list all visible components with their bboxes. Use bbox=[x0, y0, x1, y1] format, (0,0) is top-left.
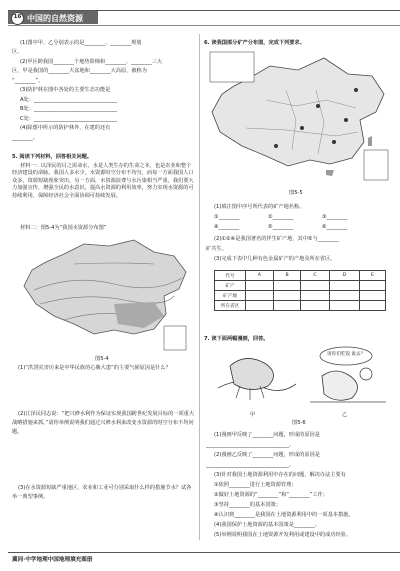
south-sea-inset bbox=[164, 326, 186, 350]
q6-item: ②________ bbox=[268, 214, 294, 220]
mine-point bbox=[300, 126, 304, 130]
q4-line: A处：________________________________ bbox=[20, 97, 117, 103]
table-row-label: 所在省区 bbox=[215, 301, 246, 311]
footer-text: 冀同·中学地理中国地理填充图册 bbox=[12, 557, 93, 563]
q6-item: ⑤________ bbox=[268, 224, 294, 230]
material-2: 材料二：图5-4为“我国水资源分布图” bbox=[20, 225, 107, 231]
cartoon-b-figure bbox=[322, 371, 358, 400]
q7-title: 7. 读下面两幅漫画，回答。 bbox=[204, 336, 269, 342]
cartoon-label-a: 甲 bbox=[250, 412, 256, 418]
q6-sub-2-cont: 矿共生。 bbox=[206, 246, 227, 252]
legend-box bbox=[210, 52, 254, 82]
table-cell[interactable] bbox=[301, 281, 329, 291]
column-divider bbox=[199, 34, 200, 540]
table-cell[interactable] bbox=[246, 301, 274, 311]
page-title: 中国的自然资源 bbox=[27, 14, 83, 23]
table-row bbox=[215, 291, 386, 301]
footer-line bbox=[8, 552, 400, 553]
q7-line: ④认识到________是我国在土地资源利用中的一项基本措施。 bbox=[214, 512, 354, 518]
hainan bbox=[326, 170, 334, 176]
table-row bbox=[215, 301, 386, 311]
table-cell[interactable] bbox=[359, 291, 385, 301]
q6-title: 6. 读我国部分矿产分布图，完成下列要求。 bbox=[204, 40, 305, 46]
table-header-cell: A bbox=[246, 271, 274, 281]
q7-line: ________________________________。 bbox=[206, 462, 295, 468]
mine-point bbox=[354, 88, 358, 92]
table-cell[interactable] bbox=[359, 281, 385, 291]
q6-item: ④________ bbox=[214, 224, 240, 230]
q7-line: ②做好土地资源的“________”和“________”工作； bbox=[214, 492, 328, 498]
q4-line: 区。 bbox=[12, 49, 23, 55]
table-header-cell: B bbox=[273, 271, 301, 281]
q4-line: C处：________________________________ bbox=[20, 116, 117, 122]
q7-line: (4)我国保护土地资源的基本国策是________。 bbox=[214, 522, 320, 528]
south-sea-inset bbox=[364, 150, 388, 180]
q7-line: (5)举例说明我国在土地资源开发利用或建设中的成功经验。 bbox=[214, 532, 352, 538]
q6-sub-1: (1)填注图中序号所代表的矿产地名称。 bbox=[214, 204, 305, 210]
mine-point bbox=[332, 140, 336, 144]
q6-item: ③________ bbox=[322, 214, 348, 220]
mine-point bbox=[274, 144, 278, 148]
q4-line: (2)甲区跨我国________个地势阶梯和________、________三大 bbox=[20, 59, 163, 65]
sub-question-3: (3)在水资源短缺严重地区，农业和工业可分别采取什么样的措施节水？试各举一典型事例。 bbox=[12, 485, 192, 500]
q6-item: ⑥________ bbox=[322, 224, 348, 230]
q4-line: ________。 bbox=[12, 135, 38, 141]
table-cell[interactable] bbox=[246, 291, 274, 301]
q7-line: (1)漫画甲反映了________问题，形成的原因是 bbox=[214, 432, 320, 438]
q7-line: (3)针对我国土地资源利用中存在的问题，解决办法主要有 bbox=[214, 472, 346, 478]
china-outline bbox=[24, 240, 186, 334]
table-cell[interactable] bbox=[273, 291, 301, 301]
table-cell[interactable] bbox=[273, 281, 301, 291]
table-cell[interactable] bbox=[273, 301, 301, 311]
cartoon-caption: 图5-6 bbox=[292, 420, 306, 426]
page-number: 16 bbox=[13, 14, 22, 20]
cartoon-b-head bbox=[360, 368, 372, 380]
sub-question-1: (1)“洪涝灾害历来是中华民族的心腹大患”的主要气候原因是什么？ bbox=[18, 365, 171, 371]
q6-sub-2: (2)①②④是我国著名的伴生矿产地，其中⑤与________ bbox=[214, 236, 339, 242]
taiwan bbox=[368, 136, 372, 146]
table-cell[interactable] bbox=[359, 301, 385, 311]
table-row bbox=[215, 271, 386, 281]
q4-line: B处：________________________________ bbox=[20, 106, 117, 112]
table-row-label: 矿产地 bbox=[215, 291, 246, 301]
table-cell[interactable] bbox=[301, 301, 329, 311]
table-header-cell: 代号 bbox=[215, 271, 246, 281]
table-header-cell: C bbox=[301, 271, 329, 281]
speech-text: 请你们吃饭 谁去？ bbox=[327, 352, 366, 357]
table-row-label: 矿产 bbox=[215, 281, 246, 291]
map-caption: 图5-5 bbox=[289, 190, 303, 196]
sub-question-2: (2)江泽民同志说：“把兴修水利作为保证实现我国跨世纪发展目标的一项重大战略措施来抓。”请你举例说明我们通过兴修水利来改变水资源的时空分布不均问题。 bbox=[12, 411, 195, 435]
q4-line: (3)防护林在图中各处的主要生态功能是 bbox=[20, 87, 111, 93]
table-cell[interactable] bbox=[246, 281, 274, 291]
q5-title: 5. 阅读下列材料，回答相关问题。 bbox=[12, 154, 93, 160]
q4-line: “________”。 bbox=[12, 78, 44, 84]
table-cell[interactable] bbox=[329, 301, 359, 311]
mineral-map bbox=[206, 50, 392, 185]
q6-item: ①________ bbox=[214, 214, 240, 220]
q4-line: (4)除图中所示的防护林外，在建的还有 bbox=[20, 125, 111, 131]
table-cell[interactable] bbox=[329, 291, 359, 301]
table-cell[interactable] bbox=[301, 291, 329, 301]
q7-line: ①依照________进行土地资源管理； bbox=[214, 482, 297, 488]
mineral-table bbox=[214, 270, 386, 311]
mine-point bbox=[316, 104, 320, 108]
q7-line: (2)漫画乙反映了________问题，形成的原因是 bbox=[214, 452, 320, 458]
material-1: 材料一：以泽民的目之需命水，水是人类生存的生命之本，也是农业和整个经济建设的命脉。我国人多水少，水资源时空分布不均匀，而每一方面我国人口众多，资源短缺现象突出，另一方面，水资源浪费与水污染相当严重，我们要大力加强宣传，增强全民的水意识，提高水资源的利用效率，努力实现水资源的可持续利用，保障经济社会全面协调可持续发展。 bbox=[12, 163, 194, 199]
table-cell[interactable] bbox=[329, 281, 359, 291]
water-resource-map bbox=[14, 234, 194, 352]
q4-line: 区，甲是我国的________大盆地和________大高原，被称为 bbox=[12, 68, 147, 74]
q4-line: (1)图中甲、乙分别表示的是________、________规划 bbox=[20, 40, 142, 46]
q7-line: ________________________________。 bbox=[206, 442, 295, 448]
header-bottom-line bbox=[8, 25, 400, 26]
table-header-cell: E bbox=[359, 271, 385, 281]
map-caption: 图5-4 bbox=[95, 356, 109, 362]
q6-sub-3: (3)完成下表中几种有色金属矿产的产地及所在省区。 bbox=[214, 256, 336, 262]
cartoon-a-figure bbox=[230, 358, 274, 389]
table-header-cell: D bbox=[329, 271, 359, 281]
cartoon-label-b: 乙 bbox=[342, 412, 348, 418]
table-row bbox=[215, 281, 386, 291]
mine-point bbox=[344, 118, 348, 122]
q7-line: ③坚持________的基本国策； bbox=[214, 502, 281, 508]
